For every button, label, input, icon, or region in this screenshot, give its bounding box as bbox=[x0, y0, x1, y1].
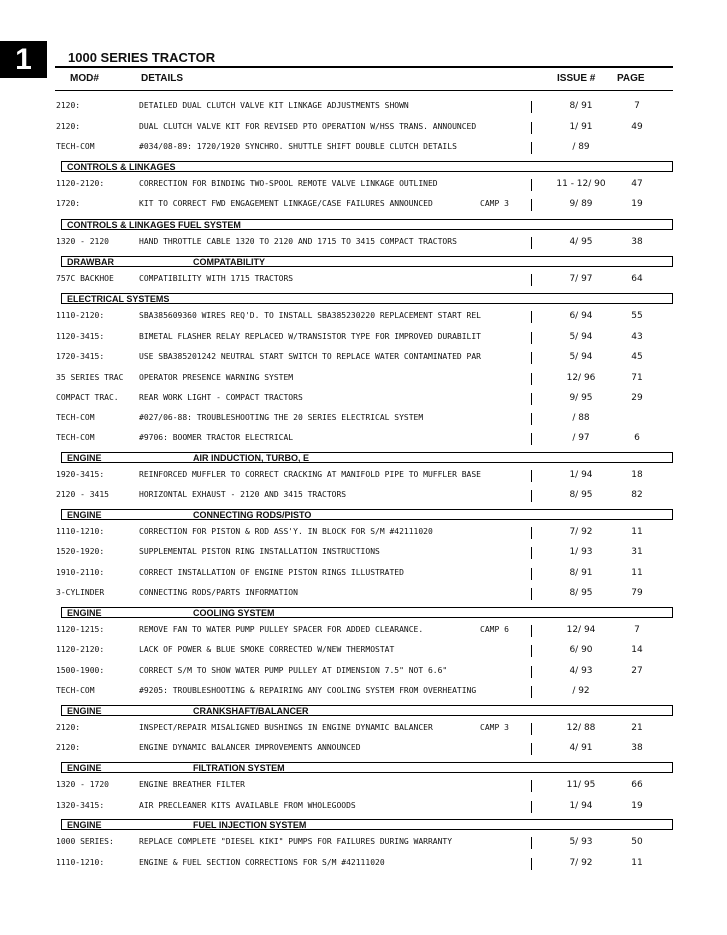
table-row bbox=[0, 664, 727, 678]
issue-cell: / 89 bbox=[572, 142, 590, 152]
title-rule bbox=[55, 66, 673, 68]
section-header bbox=[61, 256, 673, 267]
issue-cell: 11 - 12/ 90 bbox=[556, 179, 606, 189]
issue-cell: 1/ 94 bbox=[569, 470, 593, 480]
mod-cell: TECH-COM bbox=[56, 433, 95, 442]
mod-cell: 35 SERIES TRAC bbox=[56, 373, 124, 382]
column-divider bbox=[531, 547, 532, 559]
table-row bbox=[0, 309, 727, 323]
page-cell: 31 bbox=[631, 547, 643, 557]
page-cell: 38 bbox=[631, 743, 643, 753]
section-title: ENGINE bbox=[67, 608, 102, 618]
table-row bbox=[0, 350, 727, 364]
column-divider bbox=[531, 686, 532, 698]
section-header bbox=[61, 509, 673, 520]
table-row bbox=[0, 391, 727, 405]
header-rule bbox=[55, 90, 673, 91]
details-cell: #027/06-88: TROUBLESHOOTING THE 20 SERIES ELECTRICAL SYSTEM bbox=[139, 413, 424, 422]
section-subtitle: COOLING SYSTEM bbox=[193, 608, 275, 618]
mod-cell: 1720: bbox=[56, 199, 81, 208]
page-cell: 11 bbox=[631, 527, 643, 537]
issue-cell: / 92 bbox=[572, 686, 590, 696]
page-cell: 7 bbox=[634, 101, 640, 111]
mod-cell: 3-CYLINDER bbox=[56, 588, 105, 597]
section-title: ENGINE bbox=[67, 453, 102, 463]
issue-cell: 5/ 93 bbox=[569, 837, 593, 847]
column-divider bbox=[531, 801, 532, 813]
table-row bbox=[0, 197, 727, 211]
section-header bbox=[61, 819, 673, 830]
table-row bbox=[0, 411, 727, 425]
issue-cell: 7/ 92 bbox=[569, 858, 593, 868]
table-row bbox=[0, 525, 727, 539]
table-row bbox=[0, 272, 727, 286]
column-divider bbox=[531, 311, 532, 323]
column-divider bbox=[531, 179, 532, 191]
mod-cell: 1320 - 2120 bbox=[56, 237, 109, 246]
mod-cell: 2120: bbox=[56, 723, 81, 732]
details-cell: USE SBA385201242 NEUTRAL START SWITCH TO REPLACE WATER CONTAMINATED PAR bbox=[139, 352, 481, 361]
section-subtitle: CONNECTING RODS/PISTO bbox=[193, 510, 312, 520]
mod-cell: TECH-COM bbox=[56, 413, 95, 422]
details-cell: AIR PRECLEANER KITS AVAILABLE FROM WHOLEGOODS bbox=[139, 801, 356, 810]
issue-cell: 4/ 93 bbox=[569, 666, 593, 676]
mod-cell: 1720-3415: bbox=[56, 352, 105, 361]
column-divider bbox=[531, 743, 532, 755]
issue-cell: 1/ 91 bbox=[569, 122, 593, 132]
issue-cell: 9/ 95 bbox=[569, 393, 593, 403]
section-title: CONTROLS & LINKAGES bbox=[67, 162, 176, 172]
campaign-cell: CAMP 3 bbox=[480, 199, 509, 208]
table-row bbox=[0, 741, 727, 755]
details-cell: CORRECTION FOR BINDING TWO-SPOOL REMOTE VALVE LINKAGE OUTLINED bbox=[139, 179, 438, 188]
page-cell: 19 bbox=[631, 199, 643, 209]
details-cell: OPERATOR PRESENCE WARNING SYSTEM bbox=[139, 373, 294, 382]
mod-cell: TECH-COM bbox=[56, 686, 95, 695]
page-cell: 27 bbox=[631, 666, 643, 676]
details-cell: ENGINE DYNAMIC BALANCER IMPROVEMENTS ANNOUNCED bbox=[139, 743, 361, 752]
issue-cell: 12/ 88 bbox=[566, 723, 596, 733]
details-cell: INSPECT/REPAIR MISALIGNED BUSHINGS IN ENGINE DYNAMIC BALANCER bbox=[139, 723, 433, 732]
table-row bbox=[0, 140, 727, 154]
details-cell: REPLACE COMPLETE "DIESEL KIKI" PUMPS FOR FAILURES DURING WARRANTY bbox=[139, 837, 453, 846]
mod-cell: 1110-1210: bbox=[56, 527, 105, 536]
details-cell: CORRECT S/M TO SHOW WATER PUMP PULLEY AT DIMENSION 7.5" NOT 6.6" bbox=[139, 666, 448, 675]
page-title: 1000 SERIES TRACTOR bbox=[68, 50, 216, 65]
details-cell: ENGINE BREATHER FILTER bbox=[139, 780, 245, 789]
mod-cell: 1520-1920: bbox=[56, 547, 105, 556]
mod-cell: 2120: bbox=[56, 743, 81, 752]
table-row bbox=[0, 177, 727, 191]
details-cell: HAND THROTTLE CABLE 1320 TO 2120 AND 1715 TO 3415 COMPACT TRACTORS bbox=[139, 237, 457, 246]
page-cell: 21 bbox=[631, 723, 643, 733]
issue-cell: 5/ 94 bbox=[569, 332, 593, 342]
column-divider bbox=[531, 490, 532, 502]
table-row bbox=[0, 235, 727, 249]
column-divider bbox=[531, 352, 532, 364]
section-title: ENGINE bbox=[67, 763, 102, 773]
issue-cell: 1/ 94 bbox=[569, 801, 593, 811]
section-subtitle: AIR INDUCTION, TURBO, E bbox=[193, 453, 309, 463]
section-header bbox=[61, 293, 673, 304]
column-divider bbox=[531, 588, 532, 600]
page-cell: 55 bbox=[631, 311, 643, 321]
table-row bbox=[0, 643, 727, 657]
section-subtitle: FUEL INJECTION SYSTEM bbox=[193, 820, 307, 830]
page-cell: 14 bbox=[631, 645, 643, 655]
details-header: DETAILS bbox=[141, 73, 184, 84]
page-cell: 64 bbox=[631, 274, 643, 284]
column-divider bbox=[531, 837, 532, 849]
mod-cell: 2120: bbox=[56, 101, 81, 110]
page-header: PAGE bbox=[617, 73, 645, 84]
issue-cell: 6/ 90 bbox=[569, 645, 593, 655]
issue-cell: 12/ 94 bbox=[566, 625, 596, 635]
table-row bbox=[0, 566, 727, 580]
details-cell: COMPATIBILITY WITH 1715 TRACTORS bbox=[139, 274, 294, 283]
page-cell: 49 bbox=[631, 122, 643, 132]
details-cell: REAR WORK LIGHT - COMPACT TRACTORS bbox=[139, 393, 303, 402]
issue-cell: 11/ 95 bbox=[566, 780, 596, 790]
page-cell: 79 bbox=[631, 588, 643, 598]
table-row bbox=[0, 684, 727, 698]
table-row bbox=[0, 856, 727, 870]
issue-cell: 8/ 95 bbox=[569, 588, 593, 598]
issue-cell: 5/ 94 bbox=[569, 352, 593, 362]
issue-cell: / 97 bbox=[572, 433, 590, 443]
table-row bbox=[0, 371, 727, 385]
section-title: ENGINE bbox=[67, 820, 102, 830]
column-divider bbox=[531, 142, 532, 154]
table-row bbox=[0, 623, 727, 637]
details-cell: #9205: TROUBLESHOOTING & REPAIRING ANY COOLING SYSTEM FROM OVERHEATING bbox=[139, 686, 477, 695]
column-divider bbox=[531, 373, 532, 385]
details-cell: SUPPLEMENTAL PISTON RING INSTALLATION INSTRUCTIONS bbox=[139, 547, 380, 556]
table-row bbox=[0, 721, 727, 735]
column-divider bbox=[531, 723, 532, 735]
details-cell: REMOVE FAN TO WATER PUMP PULLEY SPACER FOR ADDED CLEARANCE. bbox=[139, 625, 424, 634]
details-cell: CORRECT INSTALLATION OF ENGINE PISTON RINGS ILLUSTRATED bbox=[139, 568, 404, 577]
column-divider bbox=[531, 433, 532, 445]
table-row bbox=[0, 120, 727, 134]
details-cell: REINFORCED MUFFLER TO CORRECT CRACKING AT MANIFOLD PIPE TO MUFFLER BASE bbox=[139, 470, 481, 479]
section-title: ENGINE bbox=[67, 706, 102, 716]
mod-cell: 1120-2120: bbox=[56, 645, 105, 654]
mod-cell: 1000 SERIES: bbox=[56, 837, 114, 846]
table-row bbox=[0, 835, 727, 849]
table-row bbox=[0, 99, 727, 113]
table-row bbox=[0, 799, 727, 813]
section-header bbox=[61, 705, 673, 716]
column-divider bbox=[531, 858, 532, 870]
mod-cell: 2120 - 3415 bbox=[56, 490, 109, 499]
column-divider bbox=[531, 780, 532, 792]
column-divider bbox=[531, 199, 532, 211]
details-cell: ENGINE & FUEL SECTION CORRECTIONS FOR S/M #42111020 bbox=[139, 858, 385, 867]
section-title: ELECTRICAL SYSTEMS bbox=[67, 294, 170, 304]
table-row bbox=[0, 488, 727, 502]
details-cell: BIMETAL FLASHER RELAY REPLACED W/TRANSISTOR TYPE FOR IMPROVED DURABILIT bbox=[139, 332, 481, 341]
table-row bbox=[0, 586, 727, 600]
table-row bbox=[0, 431, 727, 445]
column-divider bbox=[531, 274, 532, 286]
column-divider bbox=[531, 393, 532, 405]
table-row bbox=[0, 330, 727, 344]
mod-cell: 1500-1900: bbox=[56, 666, 105, 675]
page-cell: 29 bbox=[631, 393, 643, 403]
page-cell: 19 bbox=[631, 801, 643, 811]
details-cell: #9706: BOOMER TRACTOR ELECTRICAL bbox=[139, 433, 294, 442]
mod-cell: 1320-3415: bbox=[56, 801, 105, 810]
column-divider bbox=[531, 645, 532, 657]
mod-cell: 1120-2120: bbox=[56, 179, 105, 188]
column-divider bbox=[531, 122, 532, 134]
mod-cell: 1910-2110: bbox=[56, 568, 105, 577]
section-header bbox=[61, 607, 673, 618]
page-cell: 66 bbox=[631, 780, 643, 790]
section-title: DRAWBAR bbox=[67, 257, 114, 267]
details-cell: LACK OF POWER & BLUE SMOKE CORRECTED W/NEW THERMOSTAT bbox=[139, 645, 395, 654]
table-row bbox=[0, 778, 727, 792]
mod-cell: TECH-COM bbox=[56, 142, 95, 151]
mod-cell: 1110-2120: bbox=[56, 311, 105, 320]
details-cell: DUAL CLUTCH VALVE KIT FOR REVISED PTO OPERATION W/HSS TRANS. ANNOUNCED bbox=[139, 122, 477, 131]
details-cell: DETAILED DUAL CLUTCH VALVE KIT LINKAGE ADJUSTMENTS SHOWN bbox=[139, 101, 409, 110]
page-cell: 43 bbox=[631, 332, 643, 342]
page-cell: 45 bbox=[631, 352, 643, 362]
page-cell: 71 bbox=[631, 373, 643, 383]
issue-cell: 8/ 95 bbox=[569, 490, 593, 500]
column-divider bbox=[531, 568, 532, 580]
issue-cell: 7/ 92 bbox=[569, 527, 593, 537]
details-cell: #034/08-89: 1720/1920 SYNCHRO. SHUTTLE SHIFT DOUBLE CLUTCH DETAILS bbox=[139, 142, 457, 151]
mod-cell: 1120-3415: bbox=[56, 332, 105, 341]
details-cell: KIT TO CORRECT FWD ENGAGEMENT LINKAGE/CASE FAILURES ANNOUNCED bbox=[139, 199, 433, 208]
details-cell: HORIZONTAL EXHAUST - 2120 AND 3415 TRACTORS bbox=[139, 490, 347, 499]
campaign-cell: CAMP 3 bbox=[480, 723, 509, 732]
page-cell: 47 bbox=[631, 179, 643, 189]
page-cell: 50 bbox=[631, 837, 643, 847]
issue-cell: 1/ 93 bbox=[569, 547, 593, 557]
section-title: ENGINE bbox=[67, 510, 102, 520]
mod-cell: 1320 - 1720 bbox=[56, 780, 109, 789]
section-title: CONTROLS & LINKAGES FUEL SYSTEM bbox=[67, 220, 241, 230]
issue-cell: 8/ 91 bbox=[569, 568, 593, 578]
issue-cell: 4/ 95 bbox=[569, 237, 593, 247]
details-cell: SBA385609360 WIRES REQ'D. TO INSTALL SBA385230220 REPLACEMENT START REL bbox=[139, 311, 481, 320]
mod-cell: 757C BACKHOE bbox=[56, 274, 114, 283]
issue-header: ISSUE # bbox=[557, 73, 596, 84]
section-header bbox=[61, 452, 673, 463]
issue-cell: / 88 bbox=[572, 413, 590, 423]
mod-cell: COMPACT TRAC. bbox=[56, 393, 119, 402]
column-divider bbox=[531, 625, 532, 637]
issue-cell: 8/ 91 bbox=[569, 101, 593, 111]
section-subtitle: CRANKSHAFT/BALANCER bbox=[193, 706, 309, 716]
page-cell: 18 bbox=[631, 470, 643, 480]
issue-cell: 7/ 97 bbox=[569, 274, 593, 284]
column-divider bbox=[531, 237, 532, 249]
section-subtitle: FILTRATION SYSTEM bbox=[193, 763, 285, 773]
column-divider bbox=[531, 527, 532, 539]
page-cell: 7 bbox=[634, 625, 640, 635]
mod-cell: 2120: bbox=[56, 122, 81, 131]
table-row bbox=[0, 545, 727, 559]
column-divider bbox=[531, 413, 532, 425]
page-cell: 38 bbox=[631, 237, 643, 247]
mod-header: MOD# bbox=[70, 73, 99, 84]
campaign-cell: CAMP 6 bbox=[480, 625, 509, 634]
column-divider bbox=[531, 332, 532, 344]
mod-cell: 1920-3415: bbox=[56, 470, 105, 479]
mod-cell: 1120-1215: bbox=[56, 625, 105, 634]
section-tab: 1 bbox=[0, 41, 47, 78]
column-divider bbox=[531, 470, 532, 482]
section-header bbox=[61, 161, 673, 172]
page-cell: 82 bbox=[631, 490, 643, 500]
section-header bbox=[61, 219, 673, 230]
details-cell: CONNECTING RODS/PARTS INFORMATION bbox=[139, 588, 298, 597]
issue-cell: 4/ 91 bbox=[569, 743, 593, 753]
issue-cell: 6/ 94 bbox=[569, 311, 593, 321]
section-subtitle: COMPATABILITY bbox=[193, 257, 265, 267]
issue-cell: 9/ 89 bbox=[569, 199, 593, 209]
column-divider bbox=[531, 101, 532, 113]
section-header bbox=[61, 762, 673, 773]
page-cell: 11 bbox=[631, 858, 643, 868]
page-cell: 11 bbox=[631, 568, 643, 578]
issue-cell: 12/ 96 bbox=[566, 373, 596, 383]
table-row bbox=[0, 468, 727, 482]
column-divider bbox=[531, 666, 532, 678]
details-cell: CORRECTION FOR PISTON & ROD ASS'Y. IN BLOCK FOR S/M #42111020 bbox=[139, 527, 433, 536]
mod-cell: 1110-1210: bbox=[56, 858, 105, 867]
page-cell: 6 bbox=[634, 433, 640, 443]
